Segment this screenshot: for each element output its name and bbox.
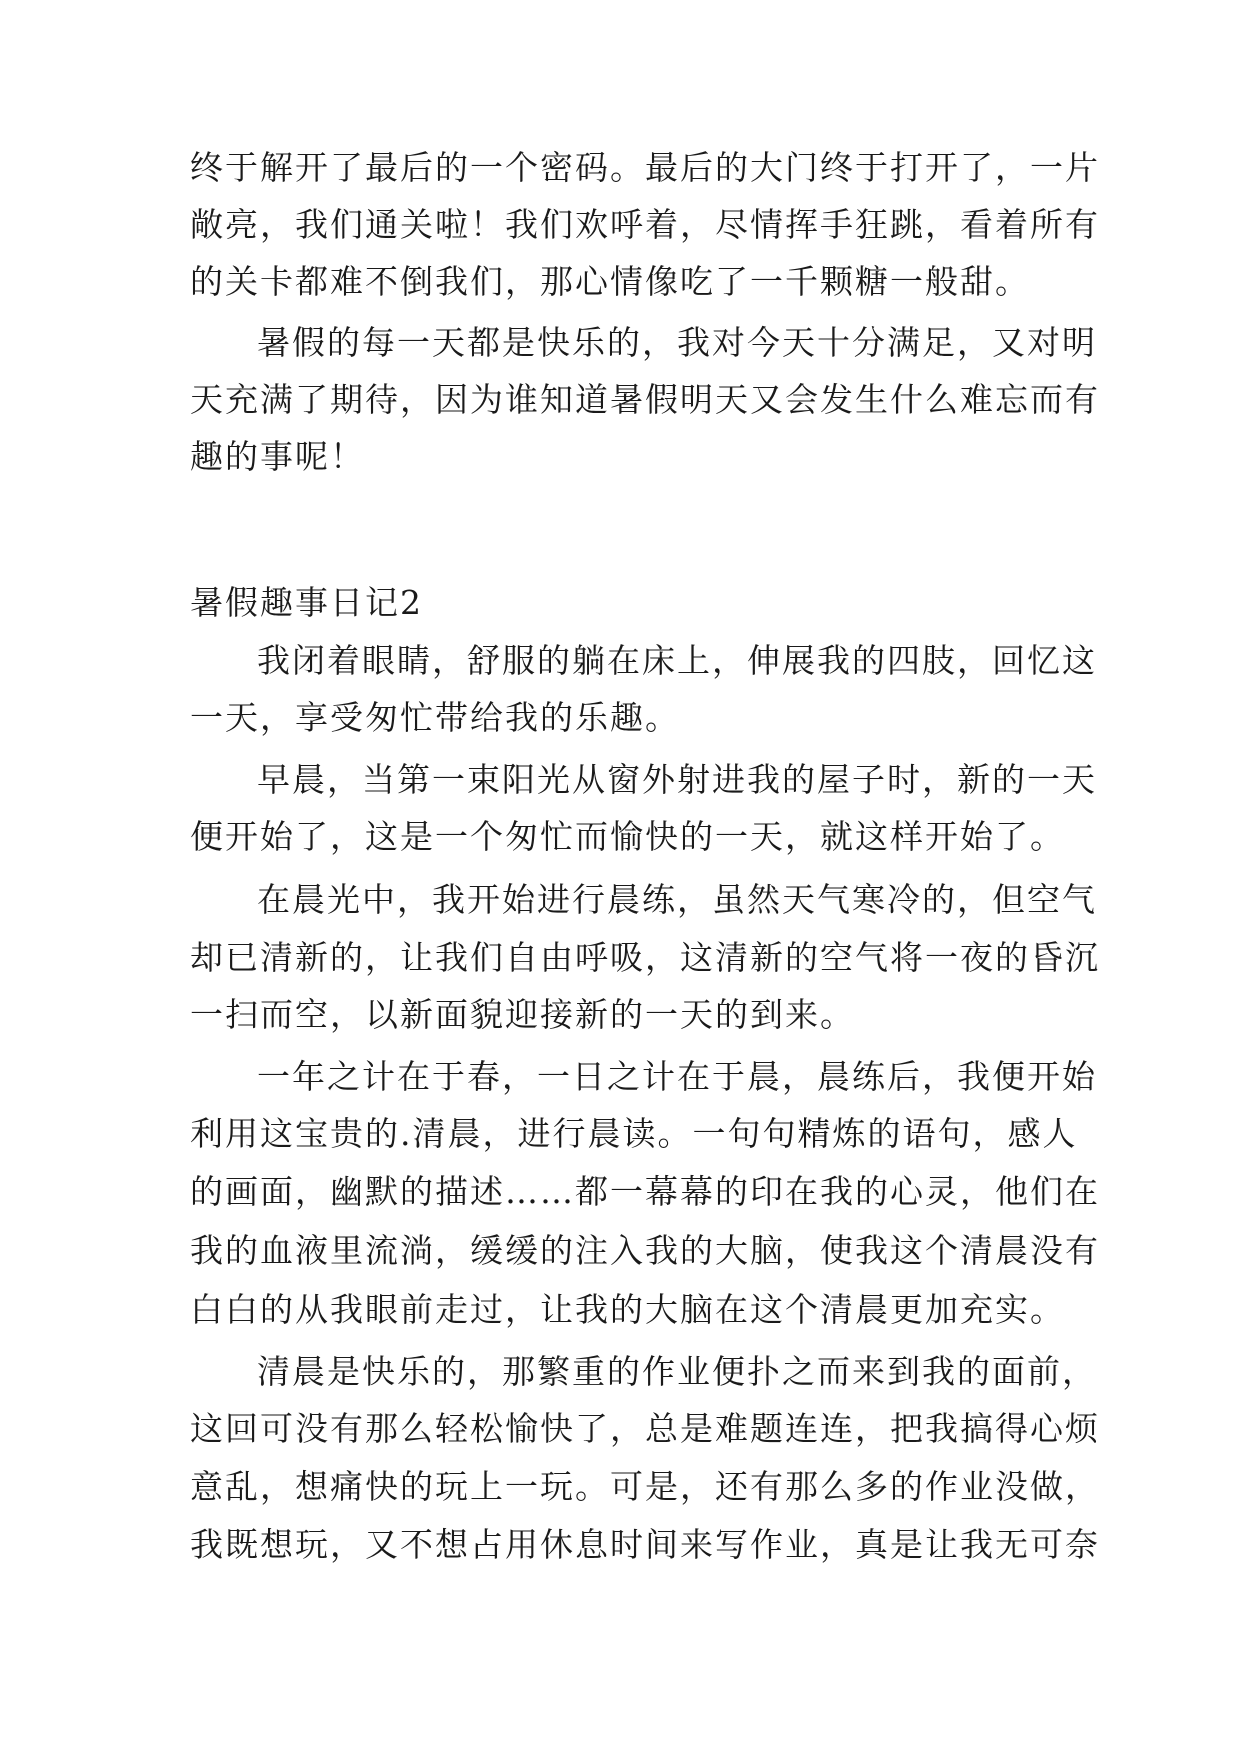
paragraph-line: 便开始了，这是一个匆忙而愉快的一天，就这样开始了。 — [190, 817, 1065, 856]
paragraph-line: 敞亮，我们通关啦！我们欢呼着，尽情挥手狂跳，看着所有 — [190, 205, 1100, 244]
paragraph-line: 利用这宝贵的.清晨，进行晨读。一句句精炼的语句，感人 — [190, 1114, 1078, 1153]
paragraph-line: 在晨光中，我开始进行晨练，虽然天气寒冷的，但空气 — [257, 880, 1097, 919]
paragraph-line: 白白的从我眼前走过，让我的大脑在这个清晨更加充实。 — [190, 1290, 1065, 1329]
paragraph-line: 天充满了期待，因为谁知道暑假明天又会发生什么难忘而有 — [190, 380, 1100, 419]
paragraph-line: 的关卡都难不倒我们，那心情像吃了一千颗糖一般甜。 — [190, 262, 1030, 301]
paragraph-line: 一扫而空，以新面貌迎接新的一天的到来。 — [190, 995, 855, 1034]
section-heading: 暑假趣事日记2 — [190, 583, 423, 622]
paragraph-line: 意乱，想痛快的玩上一玩。可是，还有那么多的作业没做， — [190, 1467, 1100, 1506]
paragraph-line: 暑假的每一天都是快乐的，我对今天十分满足，又对明 — [257, 323, 1097, 362]
paragraph-line: 我既想玩，又不想占用休息时间来写作业，真是让我无可奈 — [190, 1525, 1100, 1564]
paragraph-line: 一天，享受匆忙带给我的乐趣。 — [190, 698, 680, 737]
paragraph-line: 趣的事呢！ — [190, 437, 365, 476]
paragraph-line: 清晨是快乐的，那繁重的作业便扑之而来到我的面前， — [257, 1352, 1097, 1391]
paragraph-line: 的画面，幽默的描述……都一幕幕的印在我的心灵，他们在 — [190, 1172, 1100, 1211]
paragraph-line: 终于解开了最后的一个密码。最后的大门终于打开了，一片 — [190, 148, 1100, 187]
paragraph-line: 一年之计在于春，一日之计在于晨，晨练后，我便开始 — [257, 1057, 1097, 1096]
paragraph-line: 这回可没有那么轻松愉快了，总是难题连连，把我搞得心烦 — [190, 1409, 1100, 1448]
paragraph-line: 我的血液里流淌，缓缓的注入我的大脑，使我这个清晨没有 — [190, 1231, 1100, 1270]
paragraph-line: 却已清新的，让我们自由呼吸，这清新的空气将一夜的昏沉 — [190, 938, 1100, 977]
paragraph-line: 早晨，当第一束阳光从窗外射进我的屋子时，新的一天 — [257, 760, 1097, 799]
paragraph-line: 我闭着眼睛，舒服的躺在床上，伸展我的四肢，回忆这 — [257, 641, 1097, 680]
